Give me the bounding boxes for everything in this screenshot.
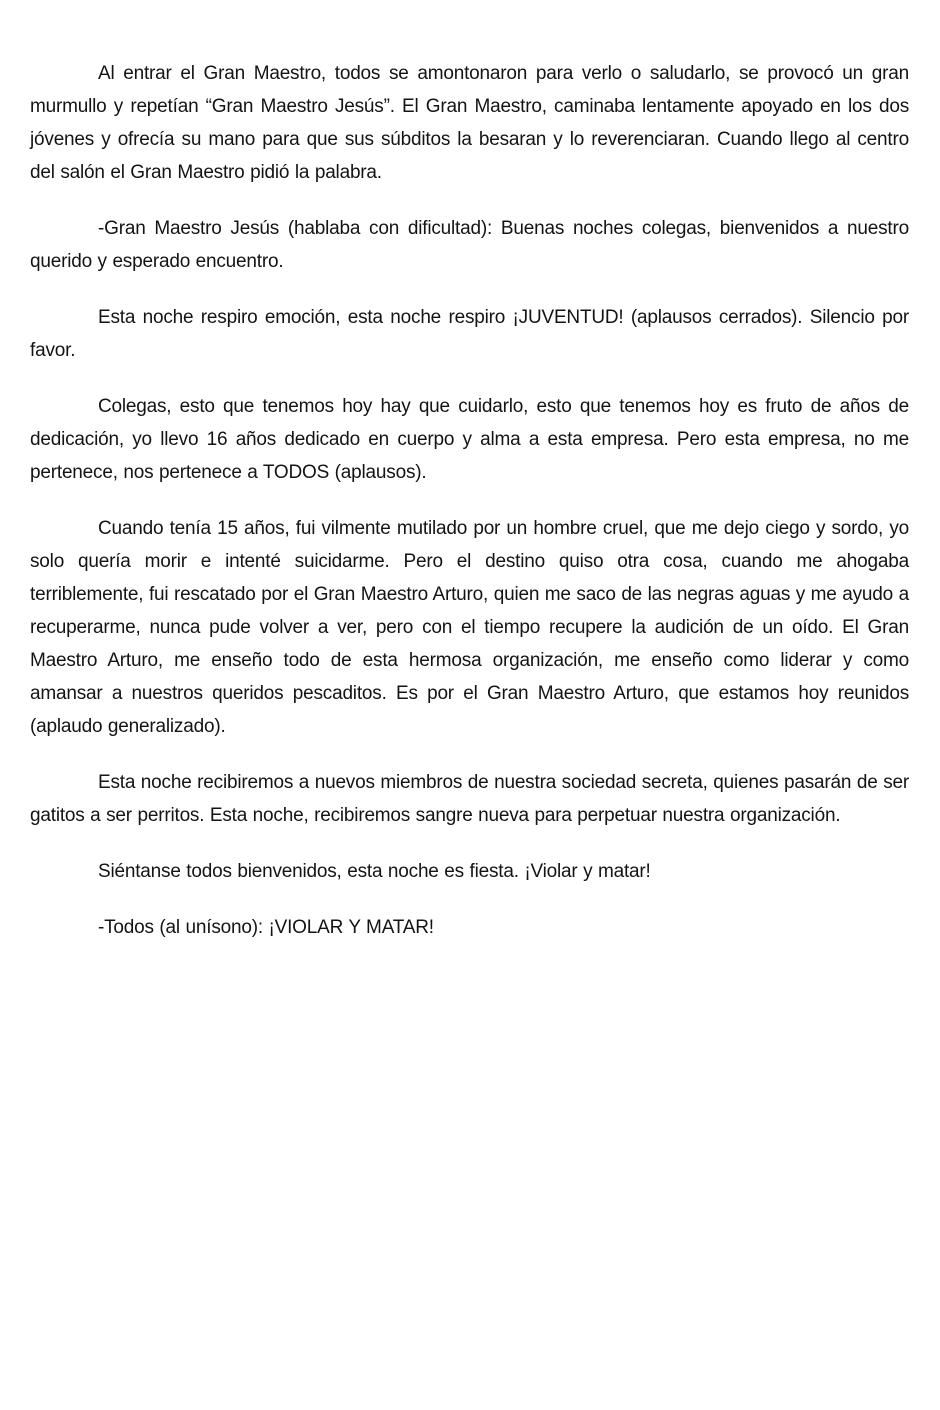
paragraph-3: Esta noche respiro emoción, esta noche respiro ¡JUVENTUD! (aplausos cerrados). Silencio por favor.: [30, 307, 909, 361]
paragraph-1: Al entrar el Gran Maestro, todos se amontonaron para verlo o saludarlo, se provocó un gran murmullo y repetían “Gran Maestro Jesús”. El Gran Maestro, caminaba lentamente apoyado en los dos jóvenes y ofrecía su mano para que sus súbditos la besaran y lo reverenciaran. Cuando llego al centro del salón el Gran Maestro pidió la palabra.: [30, 63, 909, 183]
paragraph-7: Siéntanse todos bienvenidos, esta noche es fiesta. ¡Violar y matar!: [98, 861, 651, 882]
paragraph-2: -Gran Maestro Jesús (hablaba con dificultad): Buenas noches colegas, bienvenidos a nuestro querido y esperado encuentro.: [30, 218, 909, 272]
paragraph-6: Esta noche recibiremos a nuevos miembros de nuestra sociedad secreta, quienes pasarán de ser gatitos a ser perritos. Esta noche, recibiremos sangre nueva para perpetuar nuestra organización.: [30, 772, 909, 826]
paragraph-8: -Todos (al unísono): ¡VIOLAR Y MATAR!: [98, 917, 434, 938]
paragraph-5: Cuando tenía 15 años, fui vilmente mutilado por un hombre cruel, que me dejo ciego y sordo, yo solo quería morir e intenté suicidarme. Pero el destino quiso otra cosa, cuando me ahogaba terriblemente, fui rescatado por el Gran Maestro Arturo, quien me saco de las negras aguas y me ayudo a recuperarme, nunca pude volver a ver, pero con el tiempo recupere la audición de un oído. El Gran Maestro Arturo, me enseño todo de esta hermosa organización, me enseño como liderar y como amansar a nuestros queridos pescaditos. Es por el Gran Maestro Arturo, que estamos hoy reunidos (aplaudo generalizado).: [30, 518, 909, 737]
paragraph-4: Colegas, esto que tenemos hoy hay que cuidarlo, esto que tenemos hoy es fruto de años de dedicación, yo llevo 16 años dedicado en cuerpo y alma a esta empresa. Pero esta empresa, no me pertenece, nos pertenece a TODOS (aplausos).: [30, 396, 909, 483]
